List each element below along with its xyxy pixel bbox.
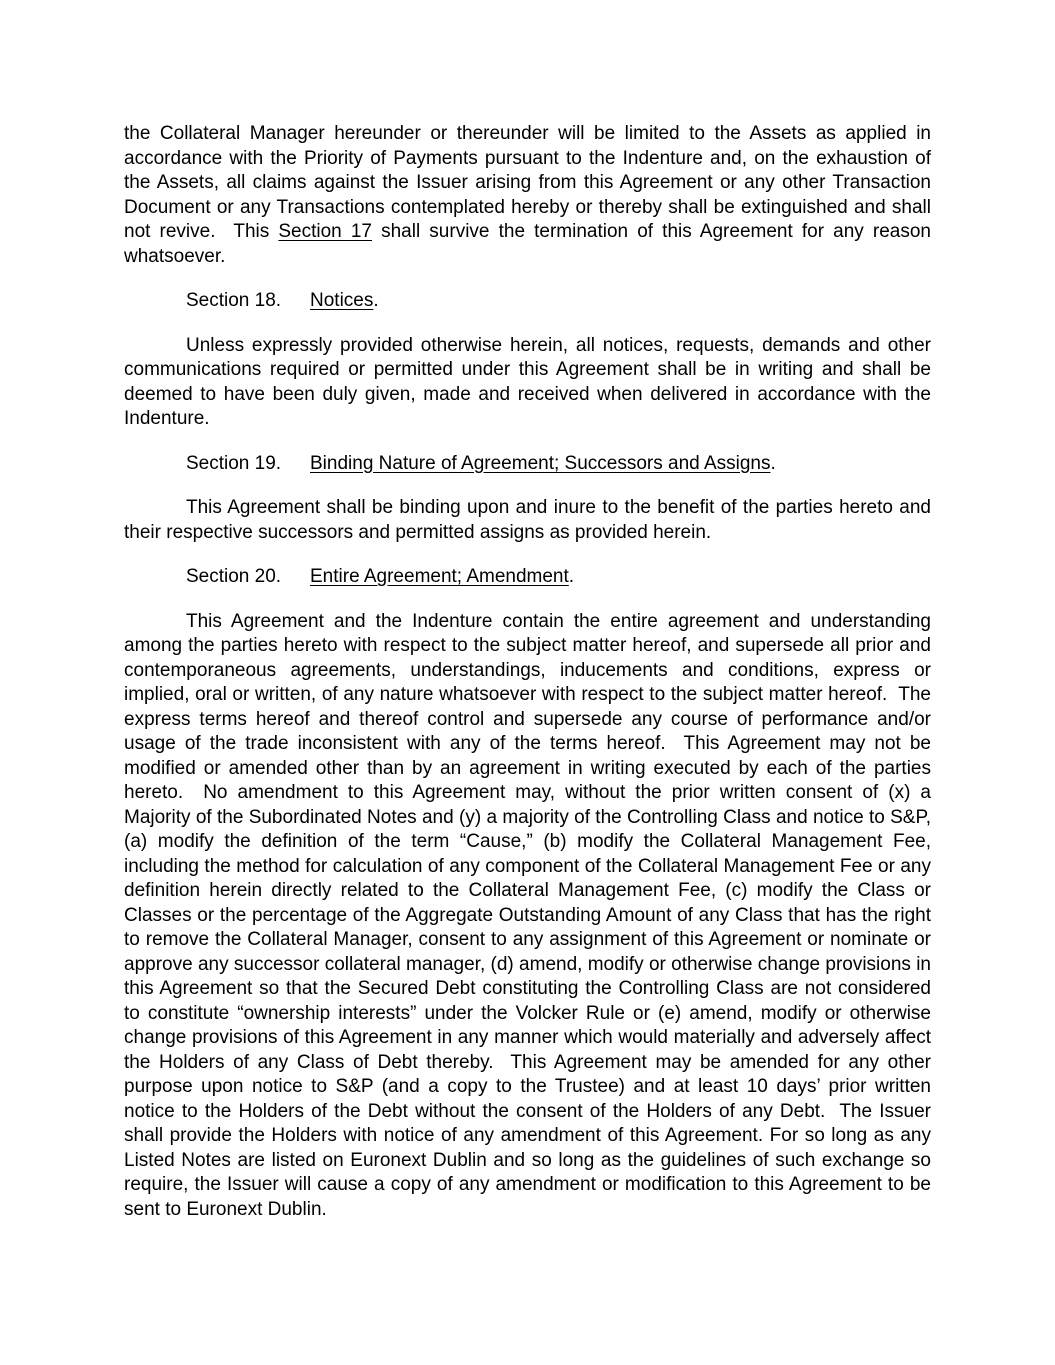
- section-18-title: Notices: [310, 290, 374, 311]
- section-19-body: This Agreement shall be binding upon and inure to the benefit of the parties hereto and their respective successors and permitted assigns as provided herein.: [124, 497, 937, 543]
- section-18-number: Section 18.: [186, 290, 282, 311]
- section-20-body: This Agreement and the Indenture contain the entire agreement and understanding among the parties hereto with respect to the subject matter hereof, and supersede all prior and contemporaneous agreements, understandings, inducements and conditions, express or implied, oral or written, of any nature whatsoever with respect to the subject matter hereof. The express terms hereof and thereof control and supersede any course of performance and/or usage of the trade inconsistent with any of the terms hereof. This Agreement may not be modified or amended other than by an agreement in writing executed by each of the parties hereto. No amendment to this Agreement may, without the prior written consent of (x) a Majority of the Subordinated Notes and (y) a majority of the Controlling Class and notice to S&P, (a) modify the definition of the term “Cause,” (b) modify the Collateral Management Fee, including the method for calculation of any component of the Collateral Management Fee or any definition herein directly related to the Collateral Management Fee, (c) modify the Class or Classes or the percentage of the Aggregate Outstanding Amount of any Class that has the right to remove the Collateral Manager, consent to any assignment of this Agreement or nominate or approve any successor collateral manager, (d) amend, modify or otherwise change provisions in this Agreement so that the Secured Debt constituting the Controlling Class are not considered to constitute “ownership interests” under the Volcker Rule or (e) amend, modify or otherwise change provisions of this Agreement in any manner which would materially and adversely affect the Holders of any Class of Debt thereby. This Agreement may be amended for any other purpose upon notice to S&P (and a copy to the Trustee) and at least 10 days’ prior written notice to the Holders of the Debt without the consent of the Holders of any Debt. The Issuer shall provide the Holders with notice of any amendment of this Agreement. For so long as any Listed Notes are listed on Euronext Dublin and so long as the guidelines of such exchange so require, the Issuer will cause a copy of any amendment or modification to this Agreement to be sent to Euronext Dublin.: [124, 610, 937, 1220]
- section-20-title-period: .: [568, 566, 575, 587]
- section-18-title-period: .: [373, 290, 379, 311]
- section-20-heading: [124, 565, 931, 590]
- section-19-number: Section 19.: [186, 452, 282, 474]
- section-20-title: Entire Agreement; Amendment: [310, 566, 569, 587]
- section-19-title: Binding Nature of Agreement; Successors and Assigns: [310, 452, 771, 474]
- section-20-number: Section 20.: [186, 566, 282, 587]
- page-content: [124, 122, 937, 1242]
- continuation-text-after-reference: shall survive the termination of this Agreement for any reason whatsoever.: [124, 221, 937, 267]
- section-19-title-period: .: [770, 452, 776, 474]
- section-17-reference: Section 17: [278, 221, 372, 242]
- section-18-body: Unless expressly provided otherwise herein, all notices, requests, demands and other communications required or permitted under this Agreement shall be in writing and shall be deemed to have been duly given, made and received when delivered in accordance with the Indenture.: [124, 334, 937, 429]
- paragraph-continuation: [124, 122, 937, 269]
- section-19-heading: [124, 452, 931, 477]
- section-18-heading: [124, 289, 931, 314]
- continuation-text-before-reference: the Collateral Manager hereunder or thereunder will be limited to the Assets as applied in accordance with the Priority of Payments pursuant to the Indenture and, on the exhaustion of the Assets, all claims against the Issuer arising from this Agreement or any other Transaction Document or any Transactions contemplated hereby or thereby shall be extinguished and shall not revive. This: [124, 123, 937, 242]
